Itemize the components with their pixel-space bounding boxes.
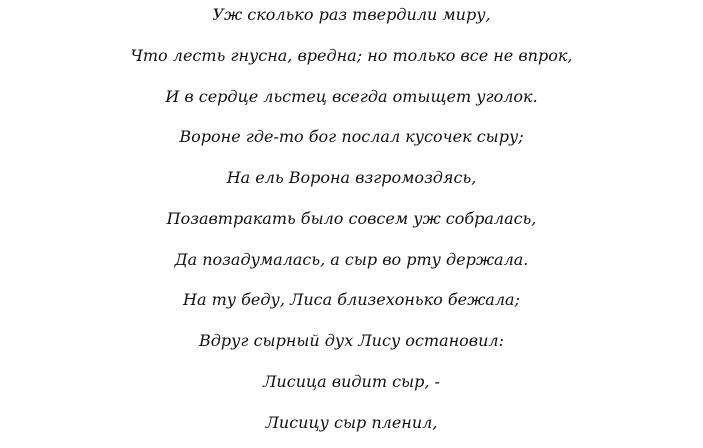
poem-line-10: Лисица видит сыр, - — [263, 372, 440, 391]
poem-line-8: На ту беду, Лиса близехонько бежала; — [183, 290, 520, 309]
poem-line-9: Вдруг сырный дух Лису остановил: — [199, 331, 504, 350]
poem-line-1: Уж сколько раз твердили миру, — [212, 5, 491, 24]
poem-line-11: Лисицу сыр пленил, — [265, 413, 438, 432]
poem-line-7: Да позадумалась, а сыр во рту держала. — [174, 250, 529, 269]
poem-line-2: Что лесть гнусна, вредна; но только все не впрок, — [130, 46, 573, 65]
poem-line-4: Вороне где-то бог послал кусочек сыру; — [179, 127, 524, 146]
poem-line-5: На ель Ворона взгромоздясь, — [226, 168, 477, 187]
poem-line-6: Позавтракать было совсем уж собралась, — [166, 209, 537, 228]
poem-line-3: И в сердце льстец всегда отыщет уголок. — [165, 87, 538, 106]
